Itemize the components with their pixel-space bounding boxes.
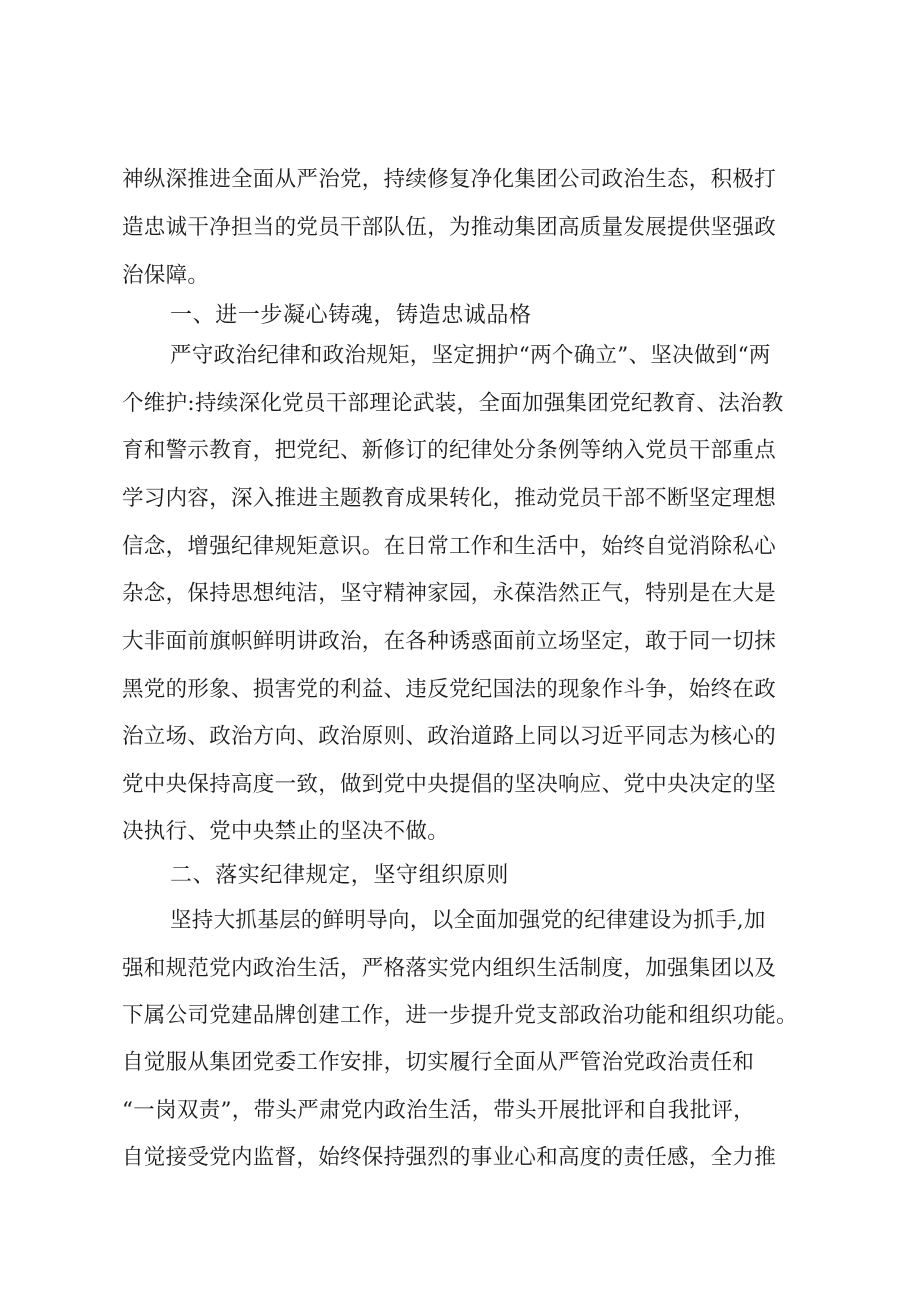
section-heading-1: 一、进一步凝心铸魂，铸造忠诚品格 [170,303,532,328]
body-text-line: 治保障。 [122,263,210,288]
body-text-line: 党中央保持高度一致，做到党中央提倡的坚决响应、党中央决定的坚 [122,772,777,797]
body-text-line: 信念，增强纪律规矩意识。在日常工作和生活中，始终自觉消除私心 [122,534,777,559]
body-text-line: 下属公司党建品牌创建工作，进一步提升党支部政治功能和组织功能。 [122,1003,798,1028]
body-text-line: 严守政治纪律和政治规矩，坚定拥护“两个确立”、坚决做到“两 [170,343,771,368]
body-text-line: 杂念，保持思想纯洁，坚守精神家园，永葆浩然正气，特别是在大是 [122,581,777,606]
body-text-line: 大非面前旗帜鲜明讲政治，在各种诱惑面前立场坚定，敢于同一切抹 [122,629,777,654]
body-text-line: 治立场、政治方向、政治原则、政治道路上同以习近平同志为核心的 [122,724,777,749]
body-text-line: 学习内容，深入推进主题教育成果转化，推动党员干部不断坚定理想 [122,486,777,511]
body-text-line: 自觉服从集团党委工作安排，切实履行全面从严管治党政治责任和 [122,1050,755,1075]
body-text-line: 黑党的形象、损害党的利益、违反党纪国法的现象作斗争，始终在政 [122,677,777,702]
body-text-line: 自觉接受党内监督，始终保持强烈的事业心和高度的责任感，全力推 [122,1145,777,1170]
body-text-line: 造忠诚干净担当的党员干部队伍，为推动集团高质量发展提供坚强政 [122,215,777,240]
body-text-line: 神纵深推进全面从严治党，持续修复净化集团公司政治生态，积极打 [122,167,777,192]
body-text-line: “一岗双责”，带头严肃党内政治生活，带头开展批评和自我批评， [122,1098,755,1123]
section-heading-2: 二、落实纪律规定，坚守组织原则 [170,863,510,888]
body-text-line: 育和警示教育，把党纪、新修订的纪律处分条例等纳入党员干部重点 [122,438,777,463]
body-text-line: 决执行、党中央禁止的坚决不做。 [122,819,450,844]
body-text-line: 强和规范党内政治生活，严格落实党内组织生活制度，加强集团以及 [122,956,777,981]
body-text-line: 个维护:持续深化党员干部理论武装，全面加强集团党纪教育、法治教 [122,391,784,416]
body-text-line: 坚持大抓基层的鲜明导向，以全面加强党的纪律建设为抓手,加 [170,908,766,933]
